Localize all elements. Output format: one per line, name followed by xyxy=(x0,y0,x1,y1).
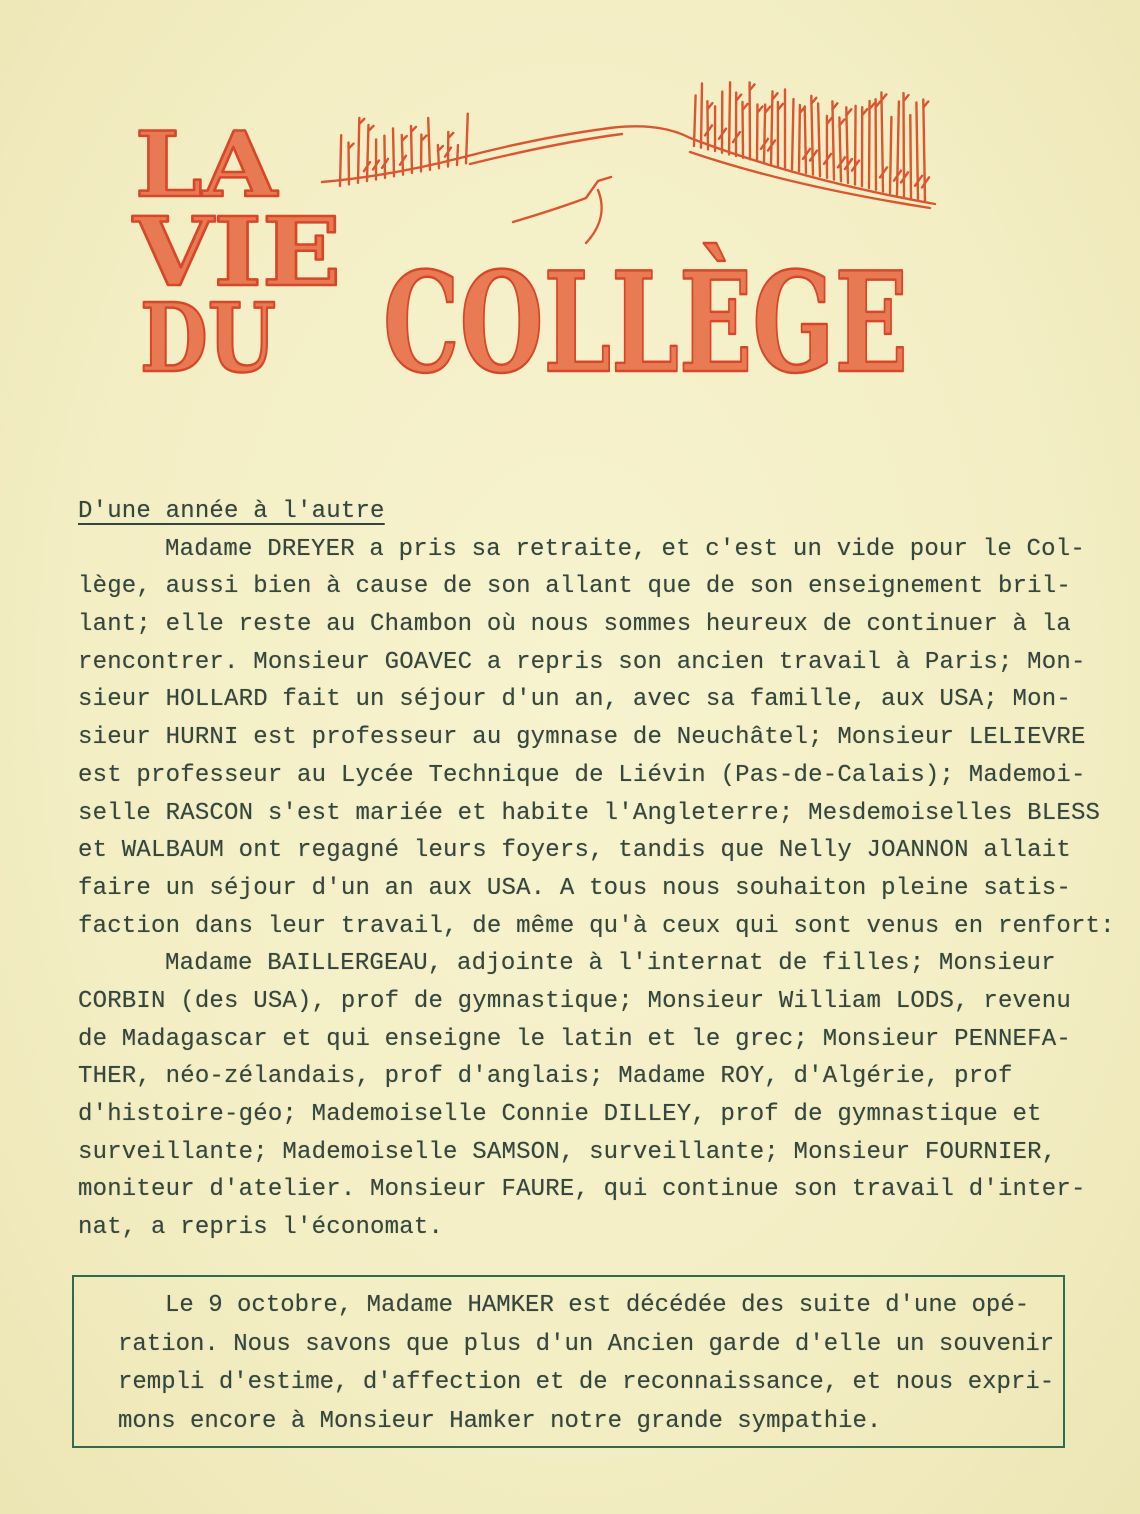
title-line-du: DU xyxy=(140,283,276,394)
notice-line: Le 9 octobre, Madame HAMKER est décédée des suite d'une opé- xyxy=(165,1292,1030,1319)
text-line: et WALBAUM ont regagné leurs foyers, tandis que Nelly JOANNON allait xyxy=(78,837,1071,865)
text-line: lège, aussi bien à cause de son allant que de son enseignement bril- xyxy=(78,573,1071,601)
text-line: moniteur d'atelier. Monsieur FAURE, qui continue son travail d'inter- xyxy=(78,1176,1086,1204)
text-line: Madame BAILLERGEAU, adjointe à l'internat de filles; Monsieur xyxy=(165,950,1056,978)
text-line: THER, néo-zélandais, prof d'anglais; Madame ROY, d'Algérie, prof xyxy=(78,1063,1013,1091)
masthead-illustration xyxy=(0,0,1140,430)
text-line: sieur HURNI est professeur au gymnase de Neuchâtel; Monsieur LELIEVRE xyxy=(78,724,1086,752)
obituary-notice-box xyxy=(72,1275,1065,1448)
hook-sketch xyxy=(513,177,611,243)
text-line: rencontrer. Monsieur GOAVEC a repris son ancien travail à Paris; Mon- xyxy=(78,648,1086,676)
right-trees-sketch xyxy=(694,82,929,201)
left-trees-sketch xyxy=(340,114,468,186)
text-line: est professeur au Lycée Technique de Liévin (Pas-de-Calais); Mademoi- xyxy=(78,761,1086,789)
text-line: de Madagascar et qui enseigne le latin et le grec; Monsieur PENNEFA- xyxy=(78,1025,1071,1053)
title-line-college: COLLÈGE xyxy=(383,241,908,404)
notice-line: ration. Nous savons que plus d'un Ancien garde d'elle un souvenir xyxy=(118,1330,1055,1358)
notice-line: mons encore à Monsieur Hamker notre grande sympathie. xyxy=(118,1407,882,1435)
text-line: CORBIN (des USA), prof de gymnastique; Monsieur William LODS, revenu xyxy=(78,987,1071,1015)
paragraph-1 xyxy=(78,531,1128,946)
title-line-la: LA xyxy=(135,112,279,218)
text-line: Madame DREYER a pris sa retraite, et c'est un vide pour le Col- xyxy=(165,535,1085,563)
text-line: faction dans leur travail, de même qu'à ceux qui sont venus en renfort: xyxy=(78,912,1115,940)
text-line: sieur HOLLARD fait un séjour d'un an, avec sa famille, aux USA; Mon- xyxy=(78,686,1071,714)
section-heading: D'une année à l'autre xyxy=(78,498,385,525)
title-line-vie: VIE xyxy=(131,197,341,308)
notice-line: rempli d'estime, d'affection et de reconnaissance, et nous expri- xyxy=(118,1369,1055,1396)
text-line: faire un séjour d'un an aux USA. A tous nous souhaiton pleine satis- xyxy=(78,874,1071,902)
text-line: lant; elle reste au Chambon où nous sommes heureux de continuer à la xyxy=(78,611,1071,639)
paragraph-2 xyxy=(78,945,1128,1247)
text-line: selle RASCON s'est mariée et habite l'Angleterre; Mesdemoiselles BLESS xyxy=(78,799,1101,827)
text-line: d'histoire-géo; Mademoiselle Connie DILLEY, prof de gymnastique et xyxy=(78,1101,1042,1128)
text-line: surveillante; Mademoiselle SAMSON, surveillante; Monsieur FOURNIER, xyxy=(78,1138,1057,1166)
text-line: nat, a repris l'économat. xyxy=(78,1214,444,1242)
article xyxy=(78,493,1128,1247)
